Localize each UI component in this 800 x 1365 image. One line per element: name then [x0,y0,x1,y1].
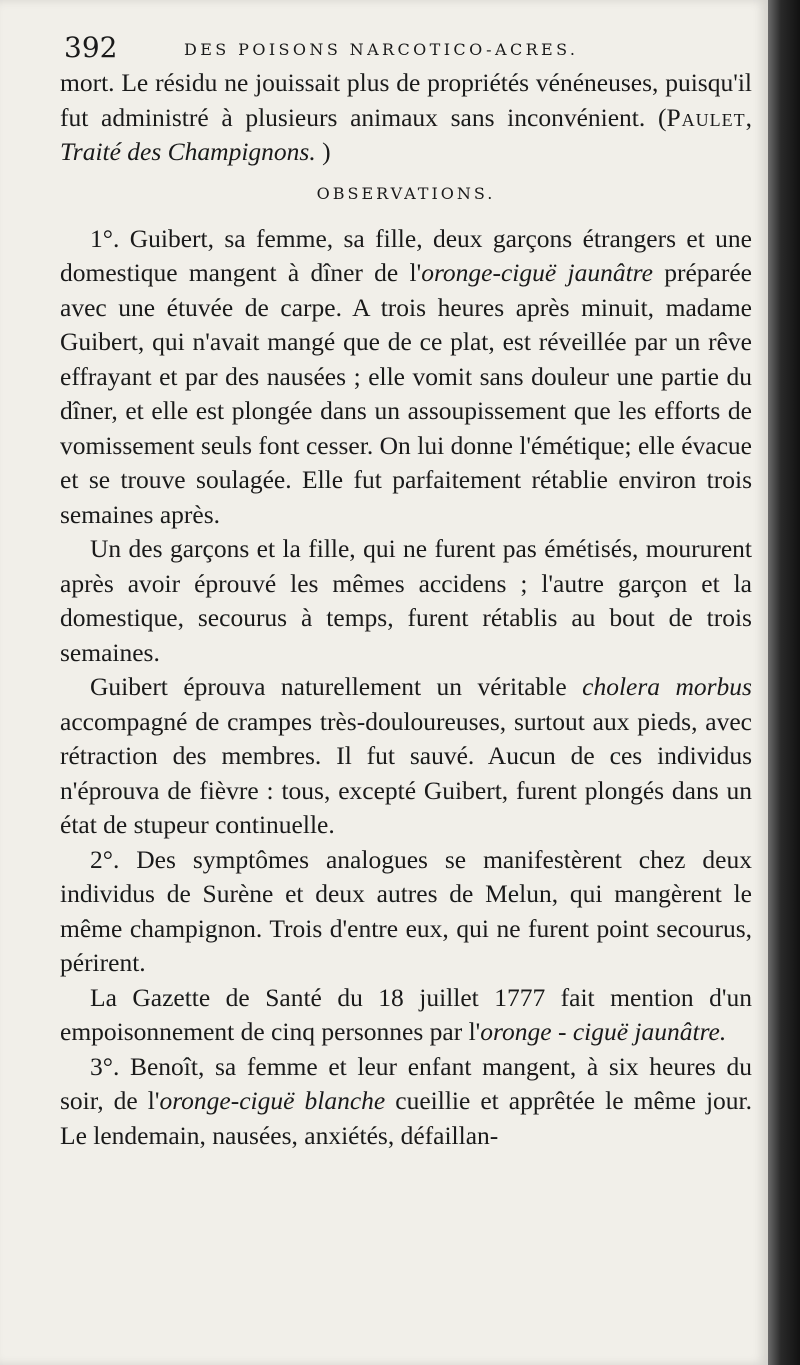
page-number: 392 [64,31,118,64]
section-heading: OBSERVATIONS. [316,183,496,203]
author-name: Paulet [666,102,746,132]
work-title: Traité des Champignons. [60,137,316,166]
running-title: DES POISONS NARCOTICO-ACRES. [184,40,579,59]
paragraph: Guibert éprouva naturellement un véritable cholera morbus accompagné de crampes très-douloureuses, surtout aux pieds, avec rétraction des membres. Il fut sauvé. Aucun de ces individus n'éprouva de fièvre : tous, excepté Guibert, furent plongés dans un état de stupeur continuelle. [60,672,752,839]
intro-paragraph: mort. Le résidu ne jouissait plus de propriétés vénéneuses, puisqu'il fut administré à plusieurs animaux sans inconvénient. (Paulet, Traité des Champignons. ) [60,68,752,166]
paragraph: La Gazette de Santé du 18 juillet 1777 fait mention d'un empoisonnement de cinq personnes par l'oronge - ciguë jaunâtre. [60,982,752,1046]
page-edge-shadow [768,0,800,1365]
page-header [64,30,754,66]
page-body [60,66,752,1153]
paragraph: Un des garçons et la fille, qui ne furent pas émétisés, moururent après avoir éprouvé les mêmes accidens ; l'autre garçon et la domestique, secourus à temps, furent rétablis au bout de trois semaines. [60,534,752,667]
observation-3-paragraph: 3°. Benoît, sa femme et leur enfant mangent, à six heures du soir, de l'oronge-ciguë blanche cueillie et apprêtée le même jour. Le lendemain, nausées, anxiétés, défaillan- [60,1051,752,1150]
observation-2-paragraph: 2°. Des symptômes analogues se manifestèrent chez deux individus de Surène et deux autres de Melun, qui mangèrent le même champignon. Trois d'entre eux, qui ne furent point secourus, périrent. [60,844,752,977]
observation-1-paragraph: 1°. Guibert, sa femme, sa fille, deux garçons étrangers et une domestique mangent à dîner de l'oronge-ciguë jaunâtre préparée avec une étuvée de carpe. A trois heures après minuit, madame Guibert, qui n'avait mangé que de ce plat, est réveillée par un rêve effrayant et par des nausées ; elle vomit sans douleur une partie du dîner, et elle est plongée dans un assoupissement que les efforts de vomissement seuls font cesser. On lui donne l'émétique; elle évacue et se trouve soulagée. Elle fut parfaitement rétablie environ trois semaines après. [60,223,752,529]
